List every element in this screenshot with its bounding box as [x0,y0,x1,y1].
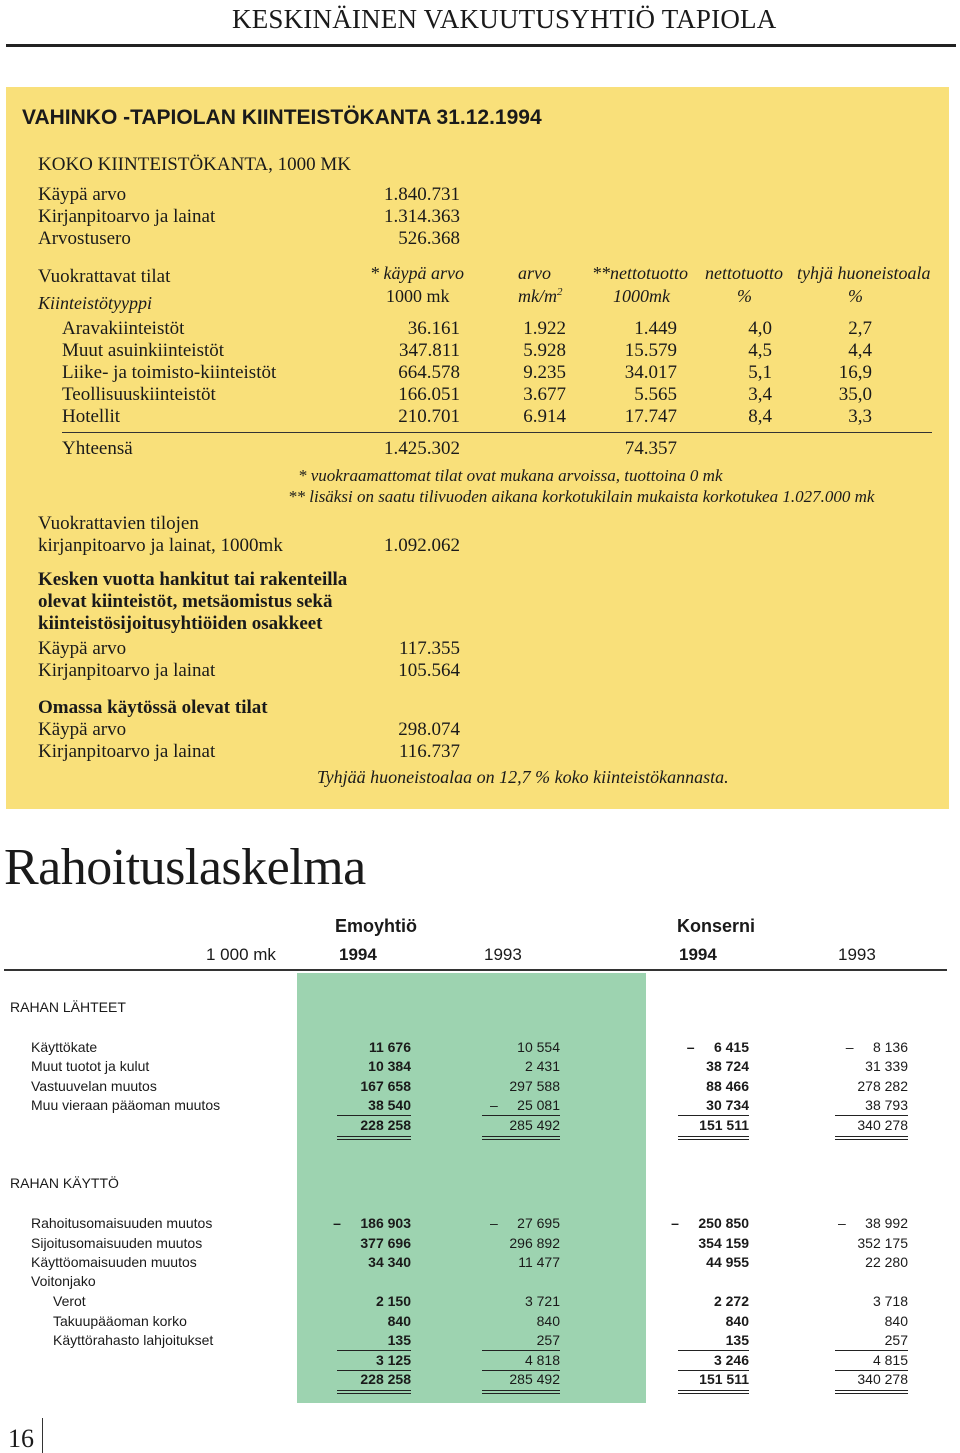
cell-nettotuotto-pct: 5,1 [748,362,772,383]
cell-arvo: 6.914 [523,406,566,427]
cell-konserni-1994: 44 955 [706,1254,749,1270]
subtotal-underline [482,1115,560,1116]
koko-value: 1.314.363 [384,206,460,227]
col-emo-1994: 1994 [339,945,377,964]
cell-arvo: 9.235 [523,362,566,383]
cell-nettotuotto-mk: 5.565 [634,384,677,405]
oma-value: 116.737 [398,741,460,762]
table-total-rule [62,432,932,433]
col-head-nettotuotto-pct: nettotuotto [705,263,783,283]
subtotal-underline [835,1115,908,1116]
cell-emo-1994: 377 696 [360,1235,411,1251]
total-double-underline [835,1390,908,1394]
col-group-emoyhtio: Emoyhtiö [335,916,418,936]
koko-label: Arvostusero [38,228,131,249]
row-label: Muut tuotot ja kulut [31,1058,150,1074]
cell-konserni-1994: 38 724 [706,1058,749,1074]
header-rule [6,44,956,47]
cell-konserni-1994: 88 466 [706,1078,749,1094]
table-row-heading: Vuokrattavat tilat [38,266,171,287]
cell-konserni-1994: 840 [725,1313,749,1329]
cell-konserni-1994: 3 246 [713,1352,749,1368]
total-double-underline [678,1390,749,1394]
kesken-heading-3: kiinteistösijoitusyhtiöiden osakkeet [38,613,323,634]
col-unit-arvo: $mk/m^2$ [518,286,563,306]
table-head-rule [4,969,947,971]
cell-emo-1994: 135 [387,1332,411,1348]
cell-emo-1994: 11 676 [368,1039,411,1055]
cell-nettotuotto-pct: 3,4 [748,384,772,405]
row-label: Teollisuuskiinteistöt [62,384,216,405]
row-label: Verot [53,1293,86,1309]
cell-emo-1993: 3 721 [524,1293,560,1309]
cell-konserni-1994: 151 511 [699,1371,749,1387]
cell-konserni-1994: – 6 415 [686,1039,749,1055]
cell-konserni-1993: 22 280 [865,1254,908,1270]
col-unit-kaypa-arvo: 1000 mk [386,286,450,306]
cell-konserni-1993: 3 718 [872,1293,908,1309]
note-2: ** lisäksi on saatu tilivuoden aikana korkotukilain mukaista korkotukea 1.027.000 mk [288,487,875,506]
subtotal-underline [337,1115,411,1116]
total-double-underline [337,1136,411,1140]
cell-konserni-1994: 135 [725,1332,749,1348]
cell-emo-1994: 38 540 [368,1097,411,1113]
cell-emo-1994: – 186 903 [333,1215,411,1231]
cell-konserni-1993: 38 793 [865,1097,908,1113]
cell-arvo: 5.928 [523,340,566,361]
total-kaypa-arvo: 1.425.302 [384,438,460,459]
vuokr-label-2: kirjanpitoarvo ja lainat, 1000mk [38,535,283,556]
col-emo-1993: 1993 [484,945,522,964]
cell-konserni-1994: 2 272 [713,1293,749,1309]
cell-konserni-1994: 30 734 [706,1097,749,1113]
row-label: Käyttöomaisuuden muutos [31,1254,197,1270]
page-number-rule [42,1418,43,1453]
koko-label: Käypä arvo [38,184,127,205]
cell-tyhja: 4,4 [848,340,872,361]
row-label: Muu vieraan pääoman muutos [31,1097,221,1113]
cell-emo-1993: 257 [536,1332,560,1348]
cell-konserni-1993: 840 [884,1313,908,1329]
cell-konserni-1993: 257 [884,1332,908,1348]
total-double-underline [337,1390,411,1394]
row-label: Hotellit [62,406,121,427]
cell-emo-1994: 840 [387,1313,411,1329]
col-unit-tyhja: % [848,286,863,306]
vuokr-label-1: Vuokrattavien tilojen [38,513,199,534]
koko-label: Kirjanpitoarvo ja lainat [38,206,216,227]
cell-emo-1993: 285 492 [509,1371,560,1387]
oma-value: 298.074 [398,719,460,740]
col-group-konserni: Konserni [677,916,756,936]
note-1: * vuokraamattomat tilat ovat mukana arvoissa, tuottoina 0 mk [298,466,723,485]
cell-konserni-1993: 31 339 [865,1058,908,1074]
cell-emo-1993: 10 554 [517,1039,560,1055]
page-header-title: KESKINÄINEN VAKUUTUSYHTIÖ TAPIOLA [232,4,777,34]
row-label: Liike- ja toimisto-kiinteistöt [62,362,277,383]
cell-tyhja: 35,0 [838,384,872,405]
row-label: Aravakiinteistöt [62,318,185,339]
cell-nettotuotto-pct: 8,4 [748,406,772,427]
kaytto-heading: RAHAN KÄYTTÖ [10,1175,119,1191]
voitonjako-label: Voitonjako [31,1273,96,1289]
cell-emo-1993: – 27 695 [489,1215,560,1231]
cell-kaypa-arvo: 210.701 [398,406,460,427]
col-unit-nettotuotto-mk: 1000mk [613,286,670,306]
cell-arvo: 3.677 [523,384,566,405]
table-row-subheading: Kiinteistötyyppi [38,293,152,313]
cell-kaypa-arvo: 166.051 [398,384,460,405]
cell-konserni-1994: 354 159 [698,1235,749,1251]
oma-heading: Omassa käytössä olevat tilat [38,697,268,718]
kesken-heading-1: Kesken vuotta hankitut tai rakenteilla [38,569,348,590]
row-label: Käyttökate [31,1039,98,1055]
cell-nettotuotto-pct: 4,5 [748,340,772,361]
subtotal-underline [678,1350,749,1351]
section-title: Rahoituslaskelma [4,839,366,896]
total-double-underline [482,1390,560,1394]
cell-emo-1993: 4 818 [524,1352,560,1368]
cell-emo-1994: 167 658 [360,1078,411,1094]
cell-emo-1993: 285 492 [509,1117,560,1133]
cell-nettotuotto-pct: 4,0 [748,318,772,339]
cell-emo-1993: 297 588 [509,1078,560,1094]
cell-emo-1994: 3 125 [375,1352,411,1368]
lahteet-heading: RAHAN LÄHTEET [10,999,126,1015]
subtotal-underline [835,1350,908,1351]
cell-tyhja: 16,9 [838,362,872,383]
cell-emo-1993: – 25 081 [489,1097,560,1113]
cell-emo-1994: 228 258 [360,1117,411,1133]
cell-konserni-1993: 340 278 [857,1371,908,1387]
total-double-underline [678,1136,749,1140]
cell-kaypa-arvo: 36.161 [407,318,460,339]
col-konserni-1993: 1993 [838,945,876,964]
cell-emo-1994: 10 384 [368,1058,411,1074]
vuokr-value: 1.092.062 [384,535,460,556]
total-nettotuotto: 74.357 [624,438,677,459]
koko-value: 526.368 [398,228,460,249]
total-label: Yhteensä [62,438,133,459]
cell-konserni-1993: 352 175 [857,1235,908,1251]
row-label: Sijoitusomaisuuden muutos [31,1235,203,1251]
subtotal-underline [482,1350,560,1351]
col-head-arvo: arvo [518,263,551,283]
cell-emo-1993: 11 477 [518,1254,560,1270]
cell-emo-1993: 840 [536,1313,560,1329]
cell-emo-1994: 228 258 [360,1371,411,1387]
col-unit-nettotuotto-pct: % [737,286,752,306]
cell-nettotuotto-mk: 1.449 [634,318,677,339]
cell-konserni-1994: – 250 850 [671,1215,749,1231]
kesken-value: 105.564 [398,660,460,681]
cell-emo-1993: 296 892 [509,1235,560,1251]
row-label: Rahoitusomaisuuden muutos [31,1215,213,1231]
unit-label: 1 000 mk [206,945,276,964]
subtotal-underline [337,1350,411,1351]
row-label: Vastuuvelan muutos [31,1078,157,1094]
cell-nettotuotto-mk: 17.747 [624,406,677,427]
box-footnote: Tyhjää huoneistoalaa on 12,7 % koko kiinteistökannasta. [317,767,729,787]
col-head-kaypa-arvo: * käypä arvo [370,263,464,283]
cell-arvo: 1.922 [523,318,566,339]
col-head-nettotuotto-mk: **nettotuotto [592,263,688,283]
cell-nettotuotto-mk: 34.017 [624,362,677,383]
cell-emo-1994: 2 150 [375,1293,411,1309]
kesken-label: Käypä arvo [38,638,127,659]
cell-kaypa-arvo: 347.811 [398,340,460,361]
cell-nettotuotto-mk: 15.579 [624,340,677,361]
cell-konserni-1993: 4 815 [872,1352,908,1368]
cell-kaypa-arvo: 664.578 [398,362,460,383]
cell-konserni-1993: – 38 992 [837,1215,908,1231]
cell-konserni-1994: 151 511 [699,1117,749,1133]
oma-label: Käypä arvo [38,719,127,740]
oma-label: Kirjanpitoarvo ja lainat [38,741,216,762]
row-label: Käyttörahasto lahjoitukset [53,1332,214,1348]
kesken-value: 117.355 [398,638,460,659]
row-label: Takuupääoman korko [53,1313,187,1329]
cell-tyhja: 2,7 [848,318,872,339]
cell-tyhja: 3,3 [848,406,872,427]
cell-emo-1994: 34 340 [368,1254,411,1270]
col-head-tyhja: tyhjä huoneistoala [797,263,931,283]
subtotal-underline [678,1115,749,1116]
cell-konserni-1993: – 8 136 [845,1039,908,1055]
cell-konserni-1993: 340 278 [857,1117,908,1133]
row-label: Muut asuinkiinteistöt [62,340,225,361]
box-title: VAHINKO -TAPIOLAN KIINTEISTÖKANTA 31.12.1994 [22,106,542,129]
page-number: 16 [8,1424,34,1453]
cell-emo-1993: 2 431 [524,1058,560,1074]
kesken-label: Kirjanpitoarvo ja lainat [38,660,216,681]
kesken-heading-2: olevat kiinteistöt, metsäomistus sekä [38,591,333,612]
col-konserni-1994: 1994 [679,945,717,964]
koko-value: 1.840.731 [384,184,460,205]
cell-konserni-1993: 278 282 [857,1078,908,1094]
total-double-underline [835,1136,908,1140]
koko-heading: KOKO KIINTEISTÖKANTA, 1000 MK [38,154,351,175]
total-double-underline [482,1136,560,1140]
